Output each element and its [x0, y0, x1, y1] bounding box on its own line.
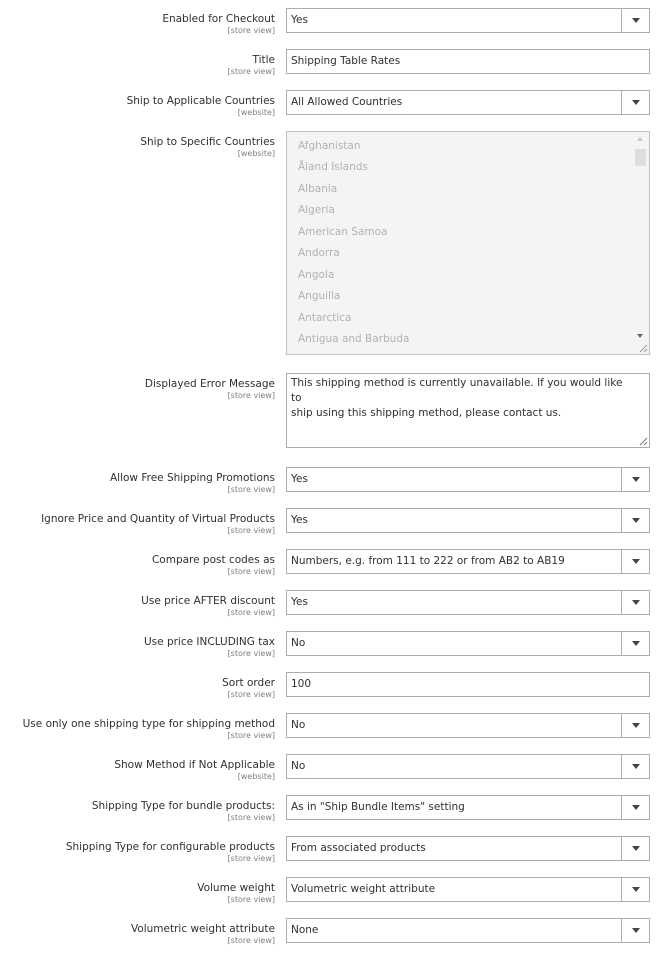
label-text: Use price AFTER discount: [141, 595, 275, 607]
chevron-down-icon: [632, 100, 640, 105]
scope-text: [website]: [237, 149, 275, 158]
scope-text: [store view]: [227, 567, 275, 576]
label-text: Title: [252, 54, 275, 66]
label-text: Volumetric weight attribute: [130, 923, 275, 935]
scrollbar-thumb[interactable]: [635, 149, 646, 166]
ship-to-specific-countries-multiselect[interactable]: [286, 131, 650, 355]
label-text: Shipping Type for bundle products:: [91, 800, 275, 812]
country-option[interactable]: Algeria: [298, 204, 335, 216]
scope-text: [store view]: [227, 936, 275, 945]
select-value: Yes: [291, 514, 308, 526]
country-option[interactable]: Albania: [298, 183, 338, 195]
scope-text: [store view]: [227, 690, 275, 699]
volumetric-weight-attribute-select[interactable]: [286, 918, 650, 943]
select-value: All Allowed Countries: [291, 96, 403, 108]
field-label: [41, 513, 275, 535]
select-value: Yes: [291, 14, 308, 26]
label-text: Use only one shipping type for shipping method: [22, 718, 275, 730]
scope-text: [website]: [237, 772, 275, 781]
label-text: Sort order: [222, 677, 275, 689]
sort-order-input[interactable]: 100: [286, 672, 650, 697]
scope-text: [store view]: [227, 854, 275, 863]
resize-handle-icon[interactable]: [638, 343, 648, 353]
chevron-down-icon: [632, 723, 640, 728]
field-label: [222, 677, 275, 699]
dropdown-button[interactable]: [621, 550, 649, 573]
shipping-type-configurable-select[interactable]: [286, 836, 650, 861]
field-label: [144, 636, 275, 658]
chevron-down-icon: [632, 764, 640, 769]
scope-text: [store view]: [227, 813, 275, 822]
select-value: No: [291, 637, 306, 649]
show-if-not-applicable-select[interactable]: [286, 754, 650, 779]
chevron-down-icon: [632, 928, 640, 933]
select-value: No: [291, 719, 306, 731]
chevron-down-icon: [632, 887, 640, 892]
allow-free-shipping-promotions-select[interactable]: [286, 467, 650, 492]
scope-text: [store view]: [227, 391, 275, 400]
label-text: Enabled for Checkout: [162, 13, 275, 25]
scope-text: [store view]: [227, 485, 275, 494]
one-shipping-type-select[interactable]: [286, 713, 650, 738]
field-label: [197, 882, 275, 904]
scope-text: [store view]: [227, 67, 275, 76]
ignore-price-virtual-select[interactable]: [286, 508, 650, 533]
country-option[interactable]: Antigua and Barbuda: [298, 333, 410, 345]
select-value: Volumetric weight attribute: [291, 883, 436, 895]
scope-text: [store view]: [227, 731, 275, 740]
chevron-down-icon: [632, 518, 640, 523]
country-option[interactable]: Antarctica: [298, 312, 352, 324]
dropdown-button[interactable]: [621, 591, 649, 614]
field-label: [114, 759, 275, 781]
country-option[interactable]: American Samoa: [298, 226, 388, 238]
country-option[interactable]: Andorra: [298, 247, 340, 259]
chevron-down-icon: [632, 559, 640, 564]
field-label: [141, 595, 275, 617]
label-text: Ship to Specific Countries: [140, 136, 275, 148]
label-text: Displayed Error Message: [144, 378, 275, 390]
dropdown-button[interactable]: [621, 468, 649, 491]
scope-text: [store view]: [227, 526, 275, 535]
country-option[interactable]: Angola: [298, 269, 335, 281]
field-label: [145, 378, 275, 400]
select-value: None: [291, 924, 319, 936]
label-text: Volume weight: [197, 882, 275, 894]
ship-to-applicable-countries-select[interactable]: [286, 90, 650, 115]
country-option[interactable]: Åland Islands: [298, 161, 368, 173]
dropdown-button[interactable]: [621, 632, 649, 655]
dropdown-button[interactable]: [621, 878, 649, 901]
dropdown-button[interactable]: [621, 755, 649, 778]
label-text: Show Method if Not Applicable: [114, 759, 275, 771]
select-value: Yes: [291, 473, 308, 485]
country-option[interactable]: Afghanistan: [298, 140, 361, 152]
select-value: Numbers, e.g. from 111 to 222 or from AB2 to AB19: [291, 555, 565, 567]
chevron-down-icon: [632, 846, 640, 851]
chevron-down-icon: [632, 18, 640, 23]
scroll-down-icon[interactable]: [637, 334, 643, 338]
chevron-down-icon: [632, 805, 640, 810]
use-price-after-discount-select[interactable]: [286, 590, 650, 615]
scope-text: [website]: [237, 108, 275, 117]
field-label: [131, 923, 275, 945]
label-text: Ignore Price and Quantity of Virtual Products: [41, 513, 275, 525]
label-text: Ship to Applicable Countries: [126, 95, 275, 107]
field-label: [110, 472, 275, 494]
select-value: No: [291, 760, 306, 772]
select-value: As in "Ship Bundle Items" setting: [291, 801, 465, 813]
shipping-type-bundle-select[interactable]: [286, 795, 650, 820]
chevron-down-icon: [632, 600, 640, 605]
enabled-for-checkout-select[interactable]: [286, 8, 650, 33]
field-label: [228, 54, 275, 76]
compare-post-codes-select[interactable]: [286, 549, 650, 574]
resize-handle-icon[interactable]: [638, 436, 648, 446]
scope-text: [store view]: [227, 649, 275, 658]
title-input[interactable]: Shipping Table Rates: [286, 49, 650, 74]
label-text: Use price INCLUDING tax: [144, 636, 275, 648]
select-value: From associated products: [291, 842, 426, 854]
field-label: [152, 554, 275, 576]
volume-weight-select[interactable]: [286, 877, 650, 902]
dropdown-button[interactable]: [621, 9, 649, 32]
dropdown-button[interactable]: [621, 714, 649, 737]
dropdown-button[interactable]: [621, 837, 649, 860]
use-price-including-tax-select[interactable]: [286, 631, 650, 656]
field-label: [140, 136, 275, 158]
scroll-up-icon[interactable]: [637, 137, 643, 141]
chevron-down-icon: [632, 641, 640, 646]
displayed-error-message-textarea[interactable]: [286, 373, 650, 448]
dropdown-button[interactable]: [621, 91, 649, 114]
field-label: [162, 13, 275, 35]
label-text: Shipping Type for configurable products: [65, 841, 275, 853]
scope-text: [store view]: [227, 26, 275, 35]
dropdown-button[interactable]: [621, 919, 649, 942]
dropdown-button[interactable]: [621, 796, 649, 819]
scope-text: [store view]: [227, 895, 275, 904]
field-label: [92, 800, 275, 822]
chevron-down-icon: [632, 477, 640, 482]
label-text: Compare post codes as: [151, 554, 275, 566]
scrollbar[interactable]: [634, 134, 647, 340]
select-value: Yes: [291, 596, 308, 608]
textarea-value: This shipping method is currently unavailable. If you would like to ship using this shipping method, please contact us.: [291, 377, 623, 419]
field-label: [66, 841, 275, 863]
scope-text: [store view]: [227, 608, 275, 617]
field-label: [127, 95, 275, 117]
label-text: Allow Free Shipping Promotions: [109, 472, 275, 484]
dropdown-button[interactable]: [621, 509, 649, 532]
field-label: [23, 718, 275, 740]
country-option[interactable]: Anguilla: [298, 290, 341, 302]
